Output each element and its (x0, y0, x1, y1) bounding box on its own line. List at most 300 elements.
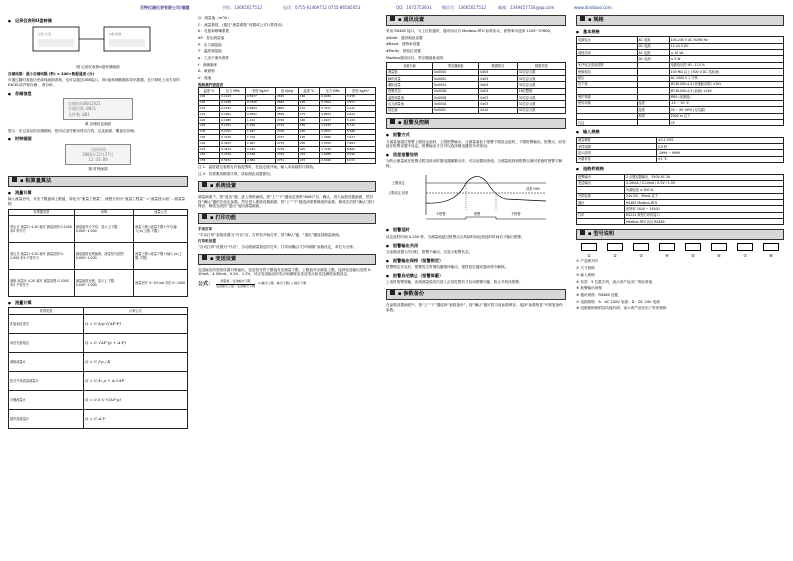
spec-cell: 12-24 V DC (669, 43, 783, 49)
spec-cell: 耐压 (577, 75, 638, 81)
comm-text: 采用 RS485 接口，与上位机通讯，通讯协议为 Modbus-RTU 标准协议，波特率可选择 1200~57600。 (386, 29, 554, 33)
steam-cell: 5.741 (345, 123, 375, 129)
spec-cell: -10 ~ 50 ℃ (669, 100, 783, 106)
spec-cell: IEC61000-4-5 (浪涌) ±2kV (669, 88, 783, 94)
square-icon (390, 119, 395, 124)
var-item: ΔP：差压测量值 (198, 36, 225, 41)
spec-cell: 100 MΩ 以上 (500 V DC 兆欧表) (669, 69, 783, 75)
section-calc: ▪ 积算量算法 (8, 176, 188, 187)
steam-cell: 120 (199, 117, 220, 123)
steam-cell: 1.122 (246, 117, 276, 123)
comm-cell: 0x000A (433, 101, 479, 107)
basic-title: ● 基本规格 (576, 29, 784, 34)
comm-cell: 0x03 (479, 95, 517, 101)
steam-header: 焓 kJ/kg (276, 88, 299, 94)
steam-cell: 190 (298, 129, 319, 135)
section-print: ▪ 打印功能 (198, 213, 376, 224)
steam-cell: 0.8264 (246, 106, 276, 112)
spec-cell: 抗干扰 (577, 81, 638, 87)
spec-cell: 海拔 (637, 113, 669, 119)
record-text: 可通过随时查看历史曲线画面查询，也可以通过USB接口，用U盘转储数据和导出数据，在计算机上用专用的 EXCEL软件和存储 ，再分析。 (8, 78, 180, 88)
steam-cell: 3.657 (345, 100, 375, 106)
option-cell: RS232 微型打印机接口 (625, 212, 784, 218)
input-cell: 采样周期 (577, 144, 657, 150)
steam-cell: 6.388 (345, 129, 375, 135)
lcd-line: 存储时间0012421 (68, 101, 101, 107)
steam-cell: 2745 (276, 152, 299, 158)
steam-cell: 2751 (276, 158, 299, 164)
header-phone: 电话：0755-61469712 0755-86585053 (283, 5, 361, 10)
steam-cell: 0.5977 (246, 94, 276, 100)
comm-cell: 测量值 (387, 69, 433, 75)
alarm-text-4: 当参数设置为关闭时，报警不输出，仅显示报警状态。 (386, 249, 473, 254)
spec-cell: IP65 (前面板) (669, 94, 783, 100)
alarm-label-hya: 回差 HYA (526, 186, 540, 191)
steam-cell: 2739 (276, 147, 299, 153)
var-item: ρ：工况下流体密度 (198, 56, 230, 61)
steam-note: 注 1：温度超过表格允许值范围时，在选定值开始，输入本参数的计算值。 (198, 165, 317, 170)
steam-cell: 0.4154 (220, 147, 246, 153)
steam-cell: 1.967 (246, 141, 276, 147)
var-list (198, 16, 376, 81)
steam-cell: 135 (199, 135, 220, 141)
spec-cell: 保护等级 (577, 94, 638, 100)
alarm-sub-2: ● 回差报警说明 (386, 152, 566, 157)
spec-cell: AC 电源 (637, 37, 669, 43)
comm-modbus: Modbus通讯协议，寄存器地址说明： (386, 55, 447, 60)
steam-cell: 2676 (276, 94, 299, 100)
model-item: ② 尺寸规格 (576, 266, 595, 271)
spec-cell: 温度 (637, 100, 669, 106)
comm-cell: 0x03 (479, 101, 517, 107)
alarm-label-on: 报警 (474, 211, 481, 216)
store-lcd (63, 98, 133, 120)
steam-cell: 9.590 (345, 152, 375, 158)
model-box (659, 243, 675, 251)
steam-cell: 150 (199, 152, 220, 158)
spec-cell: DC 电源 (637, 43, 669, 49)
steam-header: 压力 MPa (320, 88, 346, 94)
steam-header: 压力 MPa (220, 88, 246, 94)
input-cell: 测量精度 (577, 137, 657, 143)
record-title: ● 记录仪表和U盘转储 (8, 18, 188, 23)
steam-cell: 0.7046 (246, 100, 276, 106)
square-icon (202, 214, 207, 219)
steam-cell: 1.5550 (320, 141, 346, 147)
comm-cell: 32位浮点数 (517, 101, 565, 107)
comm-header: 参数名称 (387, 63, 433, 69)
time-title: ● 时钟画面 (8, 136, 188, 141)
comm-item: #Parity：校验位设置 (386, 49, 421, 54)
trans-formula (198, 280, 376, 289)
record-caption: 图 记录仪表和U盘转储画面 (76, 65, 120, 70)
spec-cell: ≤ 10 VA (669, 50, 783, 56)
spec-cell: 100-240 V AC 50/60 Hz (669, 37, 783, 43)
steam-cell: 0.6180 (320, 94, 346, 100)
steam-cell: 4.122 (345, 106, 375, 112)
spec-cell: 使用环境 (577, 100, 638, 106)
steam-cell: 0.4759 (220, 152, 246, 158)
steam-cell: 0.7917 (320, 106, 346, 112)
steam-cell: 2.242 (246, 147, 276, 153)
spec-row (577, 119, 784, 125)
input-cell: 0.5 秒 (656, 144, 783, 150)
steam-cell: 0.3130 (220, 135, 246, 141)
comm-cell: 0x000C (433, 107, 479, 113)
header-tel: 手机：13665617512 (222, 5, 262, 10)
steam-cell: 180 (298, 117, 319, 123)
steam-cell: 0.2321 (220, 123, 246, 129)
steam-cell: 175 (298, 112, 319, 118)
var-item: f：涡街频率 (198, 62, 218, 67)
spec-cell: AC 2000 V 1 分钟 (669, 75, 783, 81)
svg-text:U盘 转储: U盘 转储 (109, 32, 122, 37)
alarm-text-2: 为防止测量值在报警点附近波动时继电器频繁动作，可以设置回差值，当测量值回到报警点减回差值时报警才解除。 (386, 159, 563, 169)
steam-cell: 4.624 (345, 112, 375, 118)
steam-cell: 1.3980 (320, 135, 346, 141)
steam-cell: 170 (298, 106, 319, 112)
print-sub-2: 打印机设置 (198, 239, 216, 244)
input-cell: 冷端补偿 (577, 156, 657, 162)
formula-table: 传感类型 计算公式 孔板和压差式 Q = C·k/ρ·√(ΔP·P) 前后孔板取压 Q = C·√ΔP·(ρ + A·P) 涡街流量计 Q = C·f·ρ / K 热式气体质量流量计 Q = C·k₁·ρ + A·√ΔP 平衡流量计 Q = 0.5·C·√(ΔP·ρ) 超声波流量计 Q = C·A·V (8, 307, 188, 428)
time-caption: 图 时钟画面 (88, 167, 108, 172)
fraction-numerator: 测量值 - 变送输出下限 (216, 280, 255, 285)
lcd-line: 12:33:09 (88, 157, 108, 162)
model-item: ⑧ 电源规格和附加功能代码，表示该产品在出厂时的规格 (576, 306, 667, 311)
option-cell: 打印 (577, 212, 625, 218)
comm-item: #Addr：通讯地址设置 (386, 35, 423, 40)
steam-cell: 115 (199, 112, 220, 118)
formula-rest: ×(输出上限 - 输出下限) + 输出下限 (258, 281, 307, 286)
comm-cell: 32位浮点数 (517, 69, 565, 75)
comm-header: 寄存器地址 (433, 63, 479, 69)
steam-cell: 1.9080 (320, 152, 346, 158)
steam-cell: 110 (199, 106, 220, 112)
alarm-label-upper: 上限设定 (392, 180, 405, 185)
sys-text: 测量画面下，按“退出”键，进入密码画面。按“上”“下”键设定密码“8000”后，确认，进入参数设置画面，然后按“确认”键依次设定参数。然后进入系统设置画面，按“上”“下”键选择需要修改的参数，修改完后按“确认”进行保存，修改完成按“退出”返回测量画面。 (198, 194, 375, 209)
steam-cell: 1.2551 (320, 129, 346, 135)
alarm-text-1: 当测量值超过报警上限设定值时，上限报警输出；当测量值低于报警下限设定值时，下限报警输出。报警点、回差值在报警设置中设定。报警输出方式可以选择继电器常开或常闭。 (386, 139, 566, 149)
page-header (0, 0, 793, 14)
comm-row (387, 107, 566, 113)
steam-cell: 205 (298, 147, 319, 153)
steam-cell: 100 (199, 94, 220, 100)
model-box (737, 243, 753, 251)
var-item: C：流量系数，(通过“流量系数”设置或公式计算得出) (198, 22, 283, 27)
spec-cell: 消耗功率 (577, 50, 638, 56)
steam-cell: 160 (298, 94, 319, 100)
spec-cell: AC 电源 (637, 50, 669, 56)
alarm-label-hyst: 上限设定-回差 (388, 190, 409, 195)
alarm-sub-1: ● 报警方式 (386, 132, 566, 137)
spec-table (576, 36, 784, 126)
svg-text:记录 仪表: 记录 仪表 (38, 32, 51, 37)
comm-cell: 0x03 (479, 76, 517, 82)
steam-cell: 0.3613 (220, 141, 246, 147)
steam-cell: 0.1208 (220, 100, 246, 106)
section-alarm: ▪ 报警及控制 (386, 118, 566, 129)
square-icon (202, 182, 207, 187)
alarm-sub-5: ● 报警输出保持（报警锁定） (386, 258, 566, 263)
square-icon (390, 290, 395, 295)
comm-cell: 32位浮点数 (517, 107, 565, 113)
lcd-line: 当前时间 (90, 146, 106, 152)
steam-cell: 1.299 (246, 123, 276, 129)
record-diagram (8, 25, 188, 61)
steam-cell: 2720 (276, 129, 299, 135)
print-text-2: “自动打印”设置为“开启”，自动将测量值定时打印，打印间隔由“打印间隔”参数设定，单位为分钟。 (198, 244, 357, 249)
option-cell: 波特率 2400 ~ 19200 (625, 206, 784, 212)
option-cell (577, 218, 625, 224)
column-1 (8, 15, 188, 429)
comm-cell: 0x03 (479, 82, 517, 88)
flow-table: 传感器类型 说明 流量公式 差压式 流量计 4-20 毫安 测量范围 0-1000 米3 带开方 测量值开方平均，显示上下限：0.000~1.000 流量工程=流量下限+开方(输入)×(上限-下限) 差压式 流量计 4-20 毫安 测量范围 0-1.000 米3 不带开方 测量值按比例换算，流量信号范围 0.000~1.000 流量工程=流量下限+(输入)×(上限-下限) 涡街 流量计 4-20 毫安 测量范围 0-1000 米3 不带开方 测量值按比例，显示上下限：0.000~1.000 流量信号 4~20 mA 对应 0~1000 (8, 209, 188, 297)
steam-cell: 2.1040 (320, 158, 346, 164)
comm-cell: 累积流量 (387, 82, 433, 88)
input-cell: ±0.2 %FS (656, 137, 783, 143)
alarm-hysteresis-diagram (386, 171, 566, 223)
steam-cell: 1.719 (246, 135, 276, 141)
steam-title: 饱和蒸汽密度表 (198, 82, 224, 87)
steam-cell: 125 (199, 123, 220, 129)
section-model: ▪ 型号说明 (576, 229, 784, 240)
comm-cell: 瞬时流量 (387, 76, 433, 82)
model-item: ① 产品系列号 (576, 259, 599, 264)
steam-table (198, 87, 376, 164)
comm-header: 数据类型 (517, 63, 565, 69)
model-item: ⑥ 通讯规格：RS485 选配 (576, 292, 619, 297)
steam-cell: 105 (199, 100, 220, 106)
steam-cell: 1.497 (246, 129, 276, 135)
steam-cell: 210 (298, 152, 319, 158)
alarm-sub-4: ● 报警输出关闭 (386, 243, 566, 248)
store-title: ● 存储信息 (8, 91, 188, 96)
comm-cell: 0x0008 (433, 95, 479, 101)
steam-cell: 185 (298, 123, 319, 129)
steam-cell: 130 (199, 129, 220, 135)
model-boxes (576, 243, 784, 251)
spec-cell: 允许电压变动范围 (577, 62, 638, 68)
steam-cell: 0.1013 (220, 94, 246, 100)
steam-cell: 7.077 (345, 135, 375, 141)
steam-note-2: 注 2：若需要高精度计算，请参照此设置使用。 (198, 172, 274, 177)
print-sub-1: 手动打印 (198, 226, 213, 231)
comm-cell: 0x03 (479, 88, 517, 94)
option-cell: 2 点继电器输出，250V AC 3A (625, 174, 784, 180)
steam-cell: 215 (298, 158, 319, 164)
alarm-label-off-1: 不报警 (436, 211, 446, 216)
steam-cell: 2691 (276, 106, 299, 112)
steam-cell: 3.258 (345, 94, 375, 100)
formula-title: ● 流量计算 (8, 300, 188, 305)
option-cell: 4-20mA / 0-10mA / 0-5V / 1-5V (625, 180, 784, 186)
steam-cell: 2733 (276, 141, 299, 147)
comm-cell: 16位整数 (517, 88, 565, 94)
option-cell: Modbus-RTU 协议 RS485 (625, 218, 784, 224)
flow-title: ● 流量计算 (8, 190, 188, 195)
square-icon (390, 16, 395, 21)
input-row (577, 156, 784, 162)
comm-item: #Baud：波特率设置 (386, 42, 420, 47)
comm-cell: 设定值 (387, 107, 433, 113)
steam-cell: 1.0027 (320, 117, 346, 123)
model-item: ⑦ 电源规格：A：AC 220V 电源；D：DC 24V 电源 (576, 299, 660, 304)
spec-cell: 电源电压的 90 - 110 % (669, 62, 783, 68)
steam-cell: 0.5431 (220, 158, 246, 164)
steam-cell: 0.2701 (220, 129, 246, 135)
spec-cell: IEC61000-4-4 (快速脉冲群) ±2kV (669, 81, 783, 87)
steam-row (199, 158, 376, 164)
column-4 (576, 15, 784, 313)
spec-cell: 电源电压 (577, 37, 638, 43)
steam-cell: 1.7230 (320, 147, 346, 153)
trans-text: 变送输出的是将设置对象输出，变送信号的下限值对应测量下限，上限值对应测量上限。选择变送输出类型 0-10mA、4-20mA、0-5V、1-5V，对应变送输出的零点和满度由变送零点和变送满度参数设定。 (198, 267, 372, 277)
lcd-line: 2006年12月27日 (82, 151, 114, 157)
spec-cell: ≤ 5 W (669, 56, 783, 62)
steam-cell: 140 (199, 141, 220, 147)
spec-cell (637, 119, 669, 125)
model-item: ④ 有效：5 位数字码，表示该产品出厂的标准值 (576, 279, 653, 284)
comm-cell: 32位浮点数 (517, 82, 565, 88)
option-row (577, 218, 784, 224)
column-3 (386, 15, 566, 314)
steam-cell: 0.1433 (220, 106, 246, 112)
steam-cell: 2683 (276, 100, 299, 106)
steam-cell: 0.9652 (246, 112, 276, 118)
alarm-label-off-2: 不报警 (511, 211, 521, 216)
input-cell: ±1 ℃ (656, 156, 783, 162)
steam-cell: 0.1985 (220, 117, 246, 123)
spec-cell: 湿度 (637, 107, 669, 113)
option-cell: 24V DC，30mA 以下 (625, 193, 784, 199)
fraction-denominator: 变送输出上限 - 变送输出下限 (216, 283, 256, 288)
var-item: K：孔板和喷嘴系数 (198, 29, 230, 34)
input-cell: -1999 ~ 9999 (656, 150, 783, 156)
option-cell: 负载电阻 ≤ 500 Ω (625, 187, 784, 193)
steam-cell: 5.160 (345, 117, 375, 123)
spec-cell: 认证 (577, 119, 638, 125)
model-box (763, 243, 779, 251)
var-item: P：压力测量值 (198, 42, 222, 47)
comm-cell: 0x0006 (433, 88, 479, 94)
model-box (581, 243, 597, 251)
comm-cell: 0x0002 (433, 76, 479, 82)
model-item: ③ 输入规格 (576, 272, 595, 277)
model-box (633, 243, 649, 251)
section-param: ▪ 参数备份 (386, 289, 566, 300)
option-title: ● 选购件规格 (576, 166, 784, 171)
steam-header: 密度 kg/m³ (246, 88, 276, 94)
spec-cell: 35 ~ 85 %RH (无结露) (669, 107, 783, 113)
model-item: ⑤ 报警输出规格 (576, 286, 602, 291)
comm-header: 数据格式 (479, 63, 517, 69)
model-box (685, 243, 701, 251)
comm-cell: 0x0000 (433, 69, 479, 75)
comm-cell: 温度测量值 (387, 95, 433, 101)
store-caption: 图 存储信息画面 (84, 121, 112, 126)
input-title: ● 输入规格 (576, 129, 784, 134)
steam-cell: 2.548 (246, 152, 276, 158)
section-trans: ▪ 变送设置 (198, 254, 376, 265)
model-list (576, 259, 784, 310)
option-cell: 变送输出 (577, 180, 625, 186)
column-2 (198, 15, 376, 289)
comm-cell: 32位浮点数 (517, 76, 565, 82)
steam-cell: 145 (199, 147, 220, 153)
time-lcd (65, 144, 131, 166)
alarm-text-5: 报警锁定开启后，报警发生时继电器保持输出，需按复位键或通讯命令解除。 (386, 265, 509, 270)
comm-cell: 压力测量值 (387, 101, 433, 107)
input-cell: 显示范围 (577, 150, 657, 156)
model-numbers: ① ② ③ ④ ⑤ ⑥ ⑦ ⑧ (587, 253, 773, 259)
comm-cell: 0x10 (479, 107, 517, 113)
header-email: 邮箱：1349457726@qq.com (498, 5, 555, 10)
lcd-line: 存储次数:0021 (68, 106, 97, 112)
square-icon (202, 255, 207, 260)
square-icon (12, 177, 17, 182)
steam-header: 温度 ℃ (298, 88, 319, 94)
param-text: 在参数设置画面中，按“上”“下”键选择“参数备份”，按“确认”键可将当前参数保存；选择“参数恢复”可恢复备份参数。 (386, 302, 563, 312)
steam-cell: 8.660 (345, 147, 375, 153)
print-text-1: “手动打印”参数设置为“开启”后，打印机开始打印，按“确认”键，“退出”键返回测量画面。 (198, 232, 343, 237)
section-comm: ▪ 通讯设置 (386, 15, 566, 26)
comm-cell: 报警状态 (387, 88, 433, 94)
steam-cell: 1.1233 (320, 123, 346, 129)
steam-cell: 2.886 (246, 158, 276, 164)
option-cell: 通讯 (577, 199, 625, 205)
section-sys: ▪ 系统设置 (198, 181, 376, 192)
steam-cell: 2706 (276, 117, 299, 123)
option-cell: 外供电源 (577, 193, 625, 199)
record-note: 存储周期：最小存储间隔 (秒) = 240×数据通道 (分) (8, 71, 95, 76)
steam-cell: 10.53 (345, 158, 375, 164)
steam-cell: 155 (199, 158, 220, 164)
square-icon (580, 16, 585, 21)
steam-cell: 0.8924 (320, 112, 346, 118)
comm-cell: 0x0004 (433, 82, 479, 88)
lcd-line: 文件数:001 (68, 111, 90, 117)
company-name: 百特仪器仪表有限公司/福建 (140, 5, 190, 10)
var-item: Q：流量值（m³/h） (198, 16, 231, 20)
steam-header: 密度 kg/m³ (345, 88, 375, 94)
steam-cell: 195 (298, 135, 319, 141)
square-icon (580, 230, 585, 235)
header-qq: QQ：1072753631 (396, 5, 432, 10)
header-web[interactable]: www.dianbiao.com (574, 5, 612, 10)
steam-cell: 0.1691 (220, 112, 246, 118)
var-item: A：截面积 (198, 69, 215, 74)
var-item: T：温度测量值 (198, 49, 222, 54)
flow-text: 输入流量信号，对应下限值和上限值，转化为“流量工程量”，流程分别为“流量工程量” =“流量显示值” - 测量量程 (8, 197, 186, 206)
steam-cell: 200 (298, 141, 319, 147)
model-box (607, 243, 623, 251)
steam-cell: 2713 (276, 123, 299, 129)
comm-cell: 0x03 (479, 69, 517, 75)
header-mobile: 微信号：13665617512 (442, 5, 486, 10)
steam-cell: 2699 (276, 112, 299, 118)
model-box (711, 243, 727, 251)
option-cell: RS485 Modbus-RTU (625, 199, 784, 205)
alarm-text-6: 上电时报警屏蔽，直到测量值首次进入正常范围后才启用报警功能，防止开机误报警。 (386, 280, 523, 285)
spec-cell: DC 电源 (637, 56, 669, 62)
option-table (576, 174, 784, 226)
spec-cell: 2000 m 以下 (669, 113, 783, 119)
steam-header: 温度 ℃ (199, 88, 220, 94)
steam-cell: 7.863 (345, 141, 375, 147)
steam-cell: 2727 (276, 135, 299, 141)
section-spec: ▪ 规格 (576, 15, 784, 26)
spec-cell: 绝缘电阻 (577, 69, 638, 75)
